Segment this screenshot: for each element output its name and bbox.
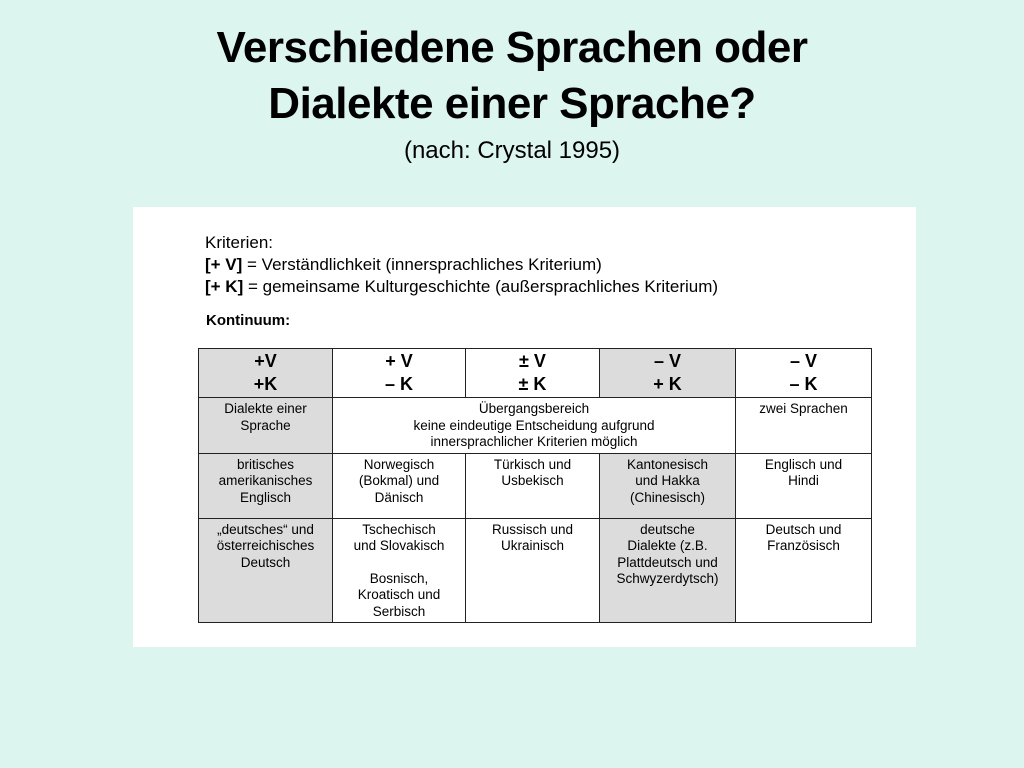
kontinuum-label: Kontinuum: bbox=[206, 312, 291, 329]
header-cell: – V + K bbox=[600, 349, 736, 398]
table-cell: Russisch und Ukrainisch bbox=[466, 518, 600, 623]
table-cell: deutsche Dialekte (z.B. Plattdeutsch und Schwyzerdytsch) bbox=[600, 518, 736, 623]
table-cell: britisches amerikanisches Englisch bbox=[199, 453, 333, 518]
table-cell: Türkisch und Usbekisch bbox=[466, 453, 600, 518]
criterion-k bbox=[205, 276, 718, 298]
criterion-k-text: = gemeinsame Kulturgeschichte (außersprachliches Kriterium) bbox=[243, 277, 719, 296]
table-cell: Englisch und Hindi bbox=[736, 453, 872, 518]
spacer bbox=[335, 555, 463, 571]
criterion-v bbox=[205, 254, 718, 276]
table-row bbox=[199, 398, 872, 454]
table-cell: Norwegisch (Bokmal) und Dänisch bbox=[333, 453, 466, 518]
table-row bbox=[199, 453, 872, 518]
figure-panel bbox=[133, 207, 916, 647]
title-line-1: Verschiedene Sprachen oder bbox=[216, 23, 808, 72]
header-cell: +V +K bbox=[199, 349, 333, 398]
slide-title bbox=[0, 20, 1024, 168]
criterion-v-symbol: [+ V] bbox=[205, 255, 243, 274]
header-cell: – V – K bbox=[736, 349, 872, 398]
criteria-heading: Kriterien: bbox=[205, 233, 274, 252]
criterion-v-text: = Verständlichkeit (innersprachliches Kriterium) bbox=[242, 255, 602, 274]
header-row bbox=[199, 349, 872, 398]
header-cell: + V – K bbox=[333, 349, 466, 398]
table-row bbox=[199, 518, 872, 623]
table-cell: Kantonesisch und Hakka (Chinesisch) bbox=[600, 453, 736, 518]
table-cell: Deutsch und Französisch bbox=[736, 518, 872, 623]
table-cell: Tschechisch und Slovakisch Bosnisch, Kroatisch und Serbisch bbox=[333, 518, 466, 623]
table-cell: „deutsches“ und österreichisches Deutsch bbox=[199, 518, 333, 623]
header-cell: ± V ± K bbox=[466, 349, 600, 398]
title-line-2: Dialekte einer Sprache? bbox=[268, 79, 756, 128]
subtitle: (nach: Crystal 1995) bbox=[403, 137, 621, 164]
table-cell: zwei Sprachen bbox=[736, 398, 872, 454]
continuum-table bbox=[198, 348, 872, 623]
criterion-k-symbol: [+ K] bbox=[205, 277, 244, 296]
table-cell: Dialekte einer Sprache bbox=[199, 398, 333, 454]
criteria-block bbox=[205, 232, 718, 298]
transition-cell: Übergangsbereich keine eindeutige Entscheidung aufgrund innersprachlicher Kriterien möglich bbox=[333, 398, 736, 454]
